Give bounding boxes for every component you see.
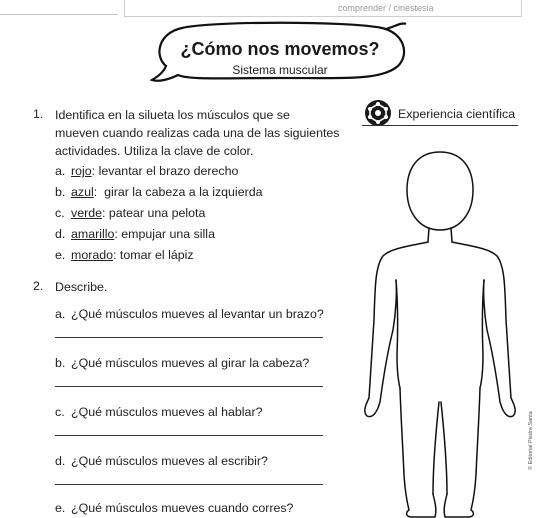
- describe-question: ¿Qué músculos mueves al levantar un brazo?: [71, 307, 324, 321]
- item-letter: a.: [55, 307, 66, 321]
- item-letter: c.: [55, 206, 65, 220]
- separator: :: [91, 164, 96, 178]
- question-1-line-2: mueven cuando realizas cada una de las siguientes: [55, 126, 340, 140]
- answer-line[interactable]: [55, 386, 323, 387]
- item-letter: a.: [55, 164, 66, 178]
- item-letter: b.: [55, 356, 66, 370]
- separator: :: [102, 206, 106, 220]
- color-item-b: [55, 185, 263, 199]
- question-2-prompt: Describe.: [55, 280, 108, 294]
- color-key: morado: [71, 248, 114, 262]
- body-silhouette[interactable]: [355, 140, 525, 518]
- separator: :: [93, 185, 98, 199]
- activity-text: tomar el lápiz: [116, 248, 194, 262]
- experiencia-rule: [362, 125, 518, 126]
- describe-item-c: [55, 405, 262, 419]
- page-title: ¿Cómo nos movemos?: [180, 39, 380, 59]
- describe-question: ¿Qué músculos mueves cuando corres?: [71, 501, 294, 515]
- describe-item-a: [55, 307, 324, 321]
- page-subtitle: Sistema muscular: [232, 63, 328, 77]
- activity-text: levantar el brazo derecho: [95, 164, 239, 178]
- separator: :: [114, 227, 118, 241]
- activity-text: empujar una silla: [117, 227, 215, 241]
- item-letter: b.: [55, 185, 66, 199]
- activity-text: patear una pelota: [105, 206, 206, 220]
- describe-question: ¿Qué músculos mueves al girar la cabeza?: [71, 356, 310, 370]
- answer-line[interactable]: [55, 484, 323, 485]
- item-letter: d.: [55, 454, 66, 468]
- describe-item-d: [55, 454, 268, 468]
- color-item-e: [55, 248, 194, 262]
- answer-line[interactable]: [55, 337, 323, 338]
- color-item-d: [55, 227, 215, 241]
- experiencia-label: Experiencia científica: [398, 107, 516, 121]
- header-rule: [0, 0, 118, 15]
- copyright-credit: © Editorial Piedra Santa: [528, 411, 534, 470]
- color-item-a: [55, 164, 238, 178]
- describe-item-e: [55, 501, 293, 515]
- describe-question: ¿Qué músculos mueves al escribir?: [71, 454, 268, 468]
- item-letter: e.: [55, 501, 66, 515]
- describe-item-b: [55, 356, 309, 370]
- color-item-c: [55, 206, 205, 220]
- question-1-line-3: actividades. Utiliza la clave de color.: [55, 144, 254, 158]
- answer-line[interactable]: [55, 435, 323, 436]
- header-tag-text: comprender / cinestesia: [338, 3, 434, 13]
- color-key: amarillo: [71, 227, 115, 241]
- item-letter: d.: [55, 227, 66, 241]
- header-tag-box: [124, 0, 522, 17]
- question-1-line-1: Identifica en la silueta los músculos que se: [55, 108, 290, 122]
- activity-text: girar la cabeza a la izquierda: [97, 185, 263, 199]
- describe-question: ¿Qué músculos mueves al hablar?: [71, 405, 263, 419]
- item-letter: e.: [55, 248, 66, 262]
- question-2-number: 2.: [33, 279, 44, 293]
- color-key: rojo: [71, 164, 92, 178]
- color-key: azul: [71, 185, 94, 199]
- item-letter: c.: [55, 405, 65, 419]
- separator: :: [113, 248, 117, 262]
- question-1-number: 1.: [33, 107, 44, 121]
- color-key: verde: [71, 206, 102, 220]
- molecule-icon: [364, 99, 392, 127]
